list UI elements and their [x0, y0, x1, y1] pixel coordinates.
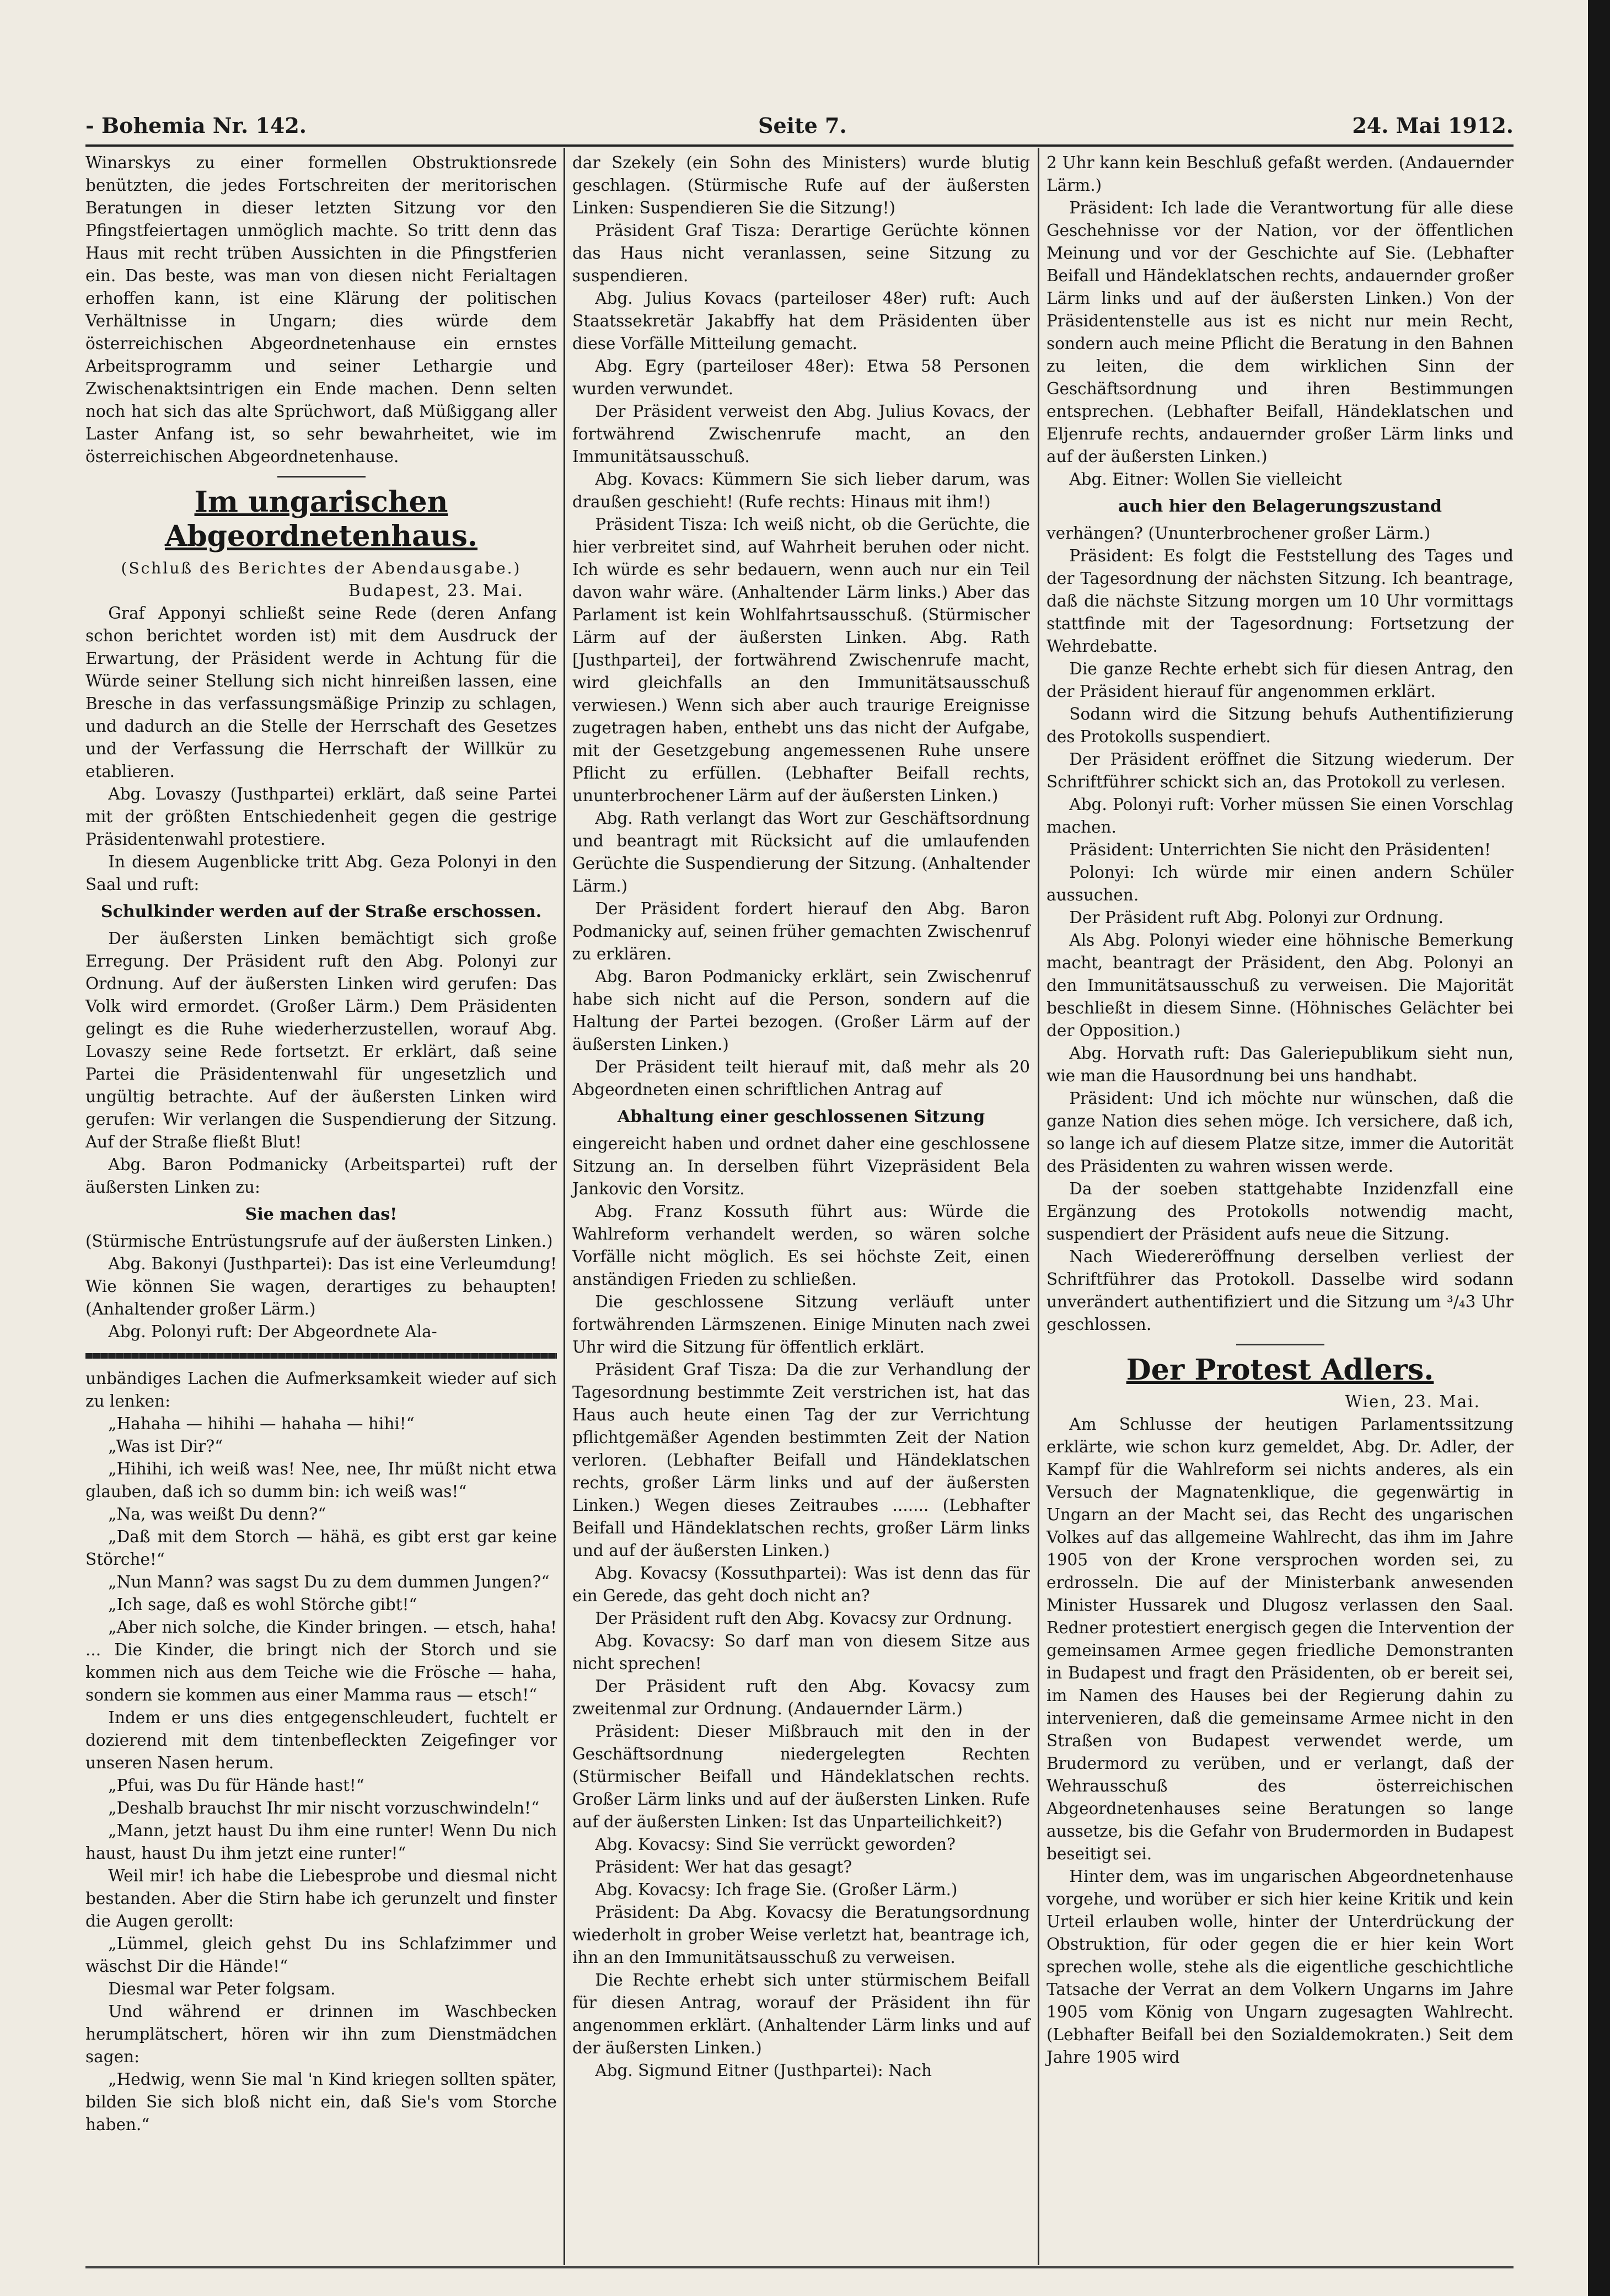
feuilleton-paragraph: „Na, was weißt Du denn?“	[108, 1505, 326, 1523]
dateline: Wien, 23. Mai.	[1345, 1392, 1480, 1411]
page-number: Seite 7.	[758, 113, 847, 138]
section-rule	[277, 476, 366, 478]
paragraph: Der Präsident ruft Abg. Polonyi zur Ordnung.	[1069, 908, 1444, 927]
header-rule	[85, 144, 1514, 147]
paragraph: Präsident: Unterrichten Sie nicht den Präsidenten!	[1069, 840, 1491, 859]
paragraph: Abg. Egry (parteiloser 48er): Etwa 58 Personen wurden verwundet.	[572, 357, 1030, 398]
feuilleton-paragraph: „Aber nich solche, die Kinder bringen. — etsch, haha! ... Die Kinder, die bringt nich der Storch und sie kommen nich aus dem Teiche wie die Frösche — haha, sondern sie kommen aus einer Mamma raus — etsch!“	[85, 1618, 557, 1704]
feuilleton-paragraph: „Daß mit dem Storch — hähä, es gibt erst gar keine Störche!“	[85, 1527, 557, 1569]
paragraph: Die ganze Rechte erhebt sich für diesen Antrag, den der Präsident hierauf für angenommen erklärt.	[1046, 659, 1514, 701]
feuilleton-paragraph: „Mann, jetzt haust Du ihm eine runter! Wenn Du nich haust, haust Du ihm jetzt eine runter!“	[85, 1821, 557, 1863]
paragraph: Abg. Kovacsy: Ich frage Sie. (Großer Lärm.)	[595, 1880, 958, 1899]
subheading: Abhaltung einer geschlossenen Sitzung	[617, 1107, 985, 1126]
paragraph: Als Abg. Polonyi wieder eine höhnische Bemerkung macht, beantragt der Präsident, den Abg. Polonyi an den Immunitätsausschuß zu verweisen. Die Majorität beschließt in diesem Sinne. (Höhnisches Gelächter bei der Opposition.)	[1046, 931, 1514, 1040]
paragraph: Graf Apponyi schließt seine Rede (deren Anfang schon berichtet worden ist) mit dem Ausdruck der Erwartung, der Präsident werde in Achtung für die Würde seiner Stellung sich nicht hinreißen lassen, eine Bresche in das verfassungsmäßige Prinzip zu schlagen, und dadurch an die Stelle der Herrschaft des Gesetzes und der Verfassung die Herrschaft der Willkür zu etablieren.	[85, 604, 557, 781]
article-heading: Der Protest Adlers.	[1126, 1353, 1434, 1387]
paragraph: Nach Wiedereröffnung derselben verliest der Schriftführer das Protokoll. Dasselbe wird sodann unverändert authentifiziert und die Sitzung um ³/₄3 Uhr geschlossen.	[1046, 1247, 1514, 1334]
feuilleton-paragraph: „Was ist Dir?“	[108, 1437, 223, 1456]
issue-date: 24. Mai 1912.	[1352, 113, 1514, 138]
paragraph: Präsident Graf Tisza: Derartige Gerüchte können das Haus nicht veranlassen, seine Sitzung zu suspendieren.	[572, 221, 1030, 285]
paragraph: Abg. Bakonyi (Justhpartei): Das ist eine Verleumdung! Wie können Sie wagen, derartiges zu behaupten! (Anhaltender großer Lärm.)	[85, 1254, 557, 1318]
paragraph: Abg. Polonyi ruft: Der Abgeordnete Ala-	[108, 1322, 437, 1341]
column-2	[572, 152, 1030, 2082]
paragraph: Präsident: Ich lade die Verantwortung für alle diese Geschehnisse vor der Nation, vor der öffentlichen Meinung und vor der Geschichte auf Sie. (Lebhafter Beifall und Händeklatschen rechts, andauernder großer Lärm links und auf der äußersten Linken.) Von der Präsidentenstelle aus ist es nicht nur mein Recht, sondern auch meine Pflicht die Beratung in den Bahnen zu leiten, die dem wirklichen Sinn der Geschäftsordnung und ihren Bestimmungen entsprechen. (Lebhafter Beifall, Händeklatschen und Eljenrufe rechts, andauernder großer Lärm links und auf der äußersten Linken.)	[1046, 199, 1514, 466]
subheading: Sie machen das!	[245, 1205, 398, 1224]
paragraph: Polonyi: Ich würde mir einen andern Schüler aussuchen.	[1046, 863, 1514, 904]
page-header	[85, 113, 1514, 141]
paragraph: Abg. Lovaszy (Justhpartei) erklärt, daß seine Partei mit der größten Entschiedenheit gegen die gestrige Präsidentenwahl protestiere.	[85, 785, 557, 849]
column-1	[85, 152, 557, 2136]
feuilleton-paragraph: unbändiges Lachen die Aufmerksamkeit wieder auf sich zu lenken:	[85, 1369, 557, 1410]
paragraph: (Stürmische Entrüstungsrufe auf der äußersten Linken.)	[85, 1232, 553, 1251]
paragraph: Sodann wird die Sitzung behufs Authentifizierung des Protokolls suspendiert.	[1046, 705, 1514, 746]
article-heading: Im ungarischen Abgeordnetenhaus.	[164, 485, 478, 553]
feuilleton-paragraph: „Deshalb brauchst Ihr mir nischt vorzuschwindeln!“	[108, 1799, 540, 1817]
column-divider	[1038, 148, 1039, 2265]
paragraph: Präsident: Da Abg. Kovacsy die Beratungsordnung wiederholt in grober Weise verletzt hat, beantrage ich, ihn an den Immunitätsausschuß zu verweisen.	[572, 1903, 1030, 1967]
paragraph: Abg. Baron Podmanicky (Arbeitspartei) ruft der äußersten Linken zu:	[85, 1155, 557, 1197]
paragraph: dar Szekely (ein Sohn des Ministers) wurde blutig geschlagen. (Stürmische Rufe auf der äußersten Linken: Suspendieren Sie die Sitzung!)	[572, 153, 1030, 217]
paragraph: Der Präsident ruft den Abg. Kovacsy zum zweitenmal zur Ordnung. (Andauernder Lärm.)	[572, 1677, 1030, 1718]
paragraph: Am Schlusse der heutigen Parlamentssitzung erklärte, wie schon kurz gemeldet, Abg. Dr. Adler, der Kampf für die Wahlreform sei nichts anderes, als ein Versuch der Magnatenklique, die gegenwärtig in Ungarn an der Macht sei, das Recht des ungarischen Volkes auf das allgemeine Wahlrecht, das ihm im Jahre 1905 von der Krone versprochen worden sei, zu erdrosseln. Die auf der Ministerbank anwesenden Minister Hussarek und Dlugosz verlassen den Saal. Redner protestiert energisch gegen die Intervention der gemeinsamen Armee gegen friedliche Demonstranten in Budapest und fragt den Präsidenten, ob er bereit sei, im Namen des Hauses bei der Regierung dahin zu intervenieren, daß die gemeinsame Armee nicht in den Straßen von Budapest verwendet werde, um Brudermord zu verüben, und er verlangt, daß der Wehrausschuß des österreichischen Abgeordnetenhauses seine Beratungen so lange aussetze, bis die Gefahr von Brudermorden in Budapest beseitigt sei.	[1046, 1415, 1514, 1863]
paragraph: Abg. Horvath ruft: Das Galeriepublikum sieht nun, wie man die Hausordnung bei uns handhabt.	[1046, 1044, 1514, 1085]
feuilleton-paragraph: „Pfui, was Du für Hände hast!“	[108, 1776, 364, 1795]
paragraph: Präsident: Dieser Mißbrauch mit den in der Geschäftsordnung niedergelegten Rechten (Stürmischer Beifall und Händeklatschen rechts. Großer Lärm links und auf der äußersten Linken. Rufe auf der äußersten Linken: Ist das Unparteilichkeit?)	[572, 1722, 1030, 1831]
paragraph: Präsident Tisza: Ich weiß nicht, ob die Gerüchte, die hier verbreitet sind, auf Wahrheit beruhen oder nicht. Ich würde es sehr bedauern, wenn auch nur ein Teil davon wahr wäre. (Anhaltender Lärm links.) Aber das Parlament ist kein Wohlfahrtsausschuß. (Stürmischer Lärm auf der äußersten Linken. Abg. Rath [Justhpartei], der fortwährend Zwischenrufe macht, wird gleichfalls an den Immunitätsausschuß verwiesen.) Wenn sich aber auch traurige Ereignisse zugetragen haben, enthebt uns das nicht der Aufgabe, mit der Gesetzgebung angemessenen Ruhe unsere Pflicht zu erfüllen. (Lebhafter Beifall rechts, ununterbrochener Lärm auf der äußersten Linken.)	[572, 515, 1030, 805]
paragraph: In diesem Augenblicke tritt Abg. Geza Polonyi in den Saal und ruft:	[85, 852, 557, 894]
issue-number: - Bohemia Nr. 142.	[85, 113, 307, 138]
paragraph: verhängen? (Ununterbrochener großer Lärm.)	[1046, 524, 1431, 543]
feuilleton-paragraph: „Hedwig, wenn Sie mal 'n Kind kriegen sollten später, bilden Sie sich bloß nicht ein, daß Sie's vom Storche haben.“	[85, 2070, 557, 2134]
subheading: auch hier den Belagerungszustand	[1118, 497, 1442, 516]
paragraph: Abg. Polonyi ruft: Vorher müssen Sie einen Vorschlag machen.	[1046, 795, 1514, 836]
paragraph: Präsident: Es folgt die Feststellung des Tages und der Tagesordnung der nächsten Sitzung. Ich beantrage, daß die nächste Sitzung morgen um 10 Uhr vormittags stattfinde mit der Tagesordnung: Fortsetzung der Wehrdebatte.	[1046, 546, 1514, 656]
paragraph: Abg. Eitner: Wollen Sie vielleicht	[1069, 470, 1342, 489]
subheading: Schulkinder werden auf der Straße erschossen.	[100, 902, 542, 921]
paragraph: eingereicht haben und ordnet daher eine geschlossene Sitzung an. In derselben führt Vizepräsident Bela Jankovic den Vorsitz.	[572, 1134, 1030, 1198]
paragraph: Abg. Baron Podmanicky erklärt, sein Zwischenruf habe sich nicht auf die Person, sondern auf die Haltung der Partei bezogen. (Großer Lärm auf der äußersten Linken.)	[572, 967, 1030, 1054]
feuilleton-paragraph: „Nun Mann? was sagst Du zu dem dummen Jungen?“	[108, 1573, 550, 1591]
paragraph: Der Präsident eröffnet die Sitzung wiederum. Der Schriftführer schickt sich an, das Protokoll zu verlesen.	[1046, 750, 1514, 791]
paragraph: Die Rechte erhebt sich unter stürmischem Beifall für diesen Antrag, worauf der Präsident ihn für angenommen erklärt. (Anhaltender Lärm links und auf der äußersten Linken.)	[572, 1971, 1030, 2057]
paragraph: Der Präsident ruft den Abg. Kovacsy zur Ordnung.	[595, 1609, 1012, 1628]
paragraph: Der äußersten Linken bemächtigt sich große Erregung. Der Präsident ruft den Abg. Polonyi zur Ordnung. Auf der äußersten Linken wird gerufen: Das Volk wird ermordet. (Großer Lärm.) Dem Präsidenten gelingt es die Ruhe wiederherzustellen, worauf Abg. Lovaszy seine Rede fortsetzt. Er erklärt, daß seine Partei die Präsidentenwahl für ungesetzlich und ungültig betrachte. Auf der äußersten Linken wird gerufen: Wir verlangen die Suspendierung der Sitzung. Auf der Straße fließt Blut!	[85, 929, 557, 1151]
feuilleton-divider	[85, 1353, 557, 1359]
paragraph: Abg. Sigmund Eitner (Justhpartei): Nach	[595, 2061, 932, 2080]
paragraph: Präsident: Wer hat das gesagt?	[595, 1858, 852, 1876]
section-rule	[1236, 1344, 1324, 1345]
paragraph: Abg. Julius Kovacs (parteiloser 48er) ruft: Auch Staatssekretär Jakabffy hat dem Präsidenten über diese Vorfälle Mitteilung gemacht.	[572, 289, 1030, 353]
paragraph: Der Präsident teilt hierauf mit, daß mehr als 20 Abgeordneten einen schriftlichen Antrag auf	[572, 1058, 1030, 1099]
dateline: Budapest, 23. Mai.	[348, 581, 524, 600]
footer-rule	[85, 2266, 1514, 2268]
paragraph: Die geschlossene Sitzung verläuft unter fortwährenden Lärmszenen. Einige Minuten nach zwei Uhr wird die Sitzung für öffentlich erklärt.	[572, 1292, 1030, 1356]
paragraph: Abg. Franz Kossuth führt aus: Würde die Wahlreform verhandelt werden, so wären solche Vorfälle nicht möglich. Es sei höchste Zeit, einen anständigen Frieden zu schließen.	[572, 1202, 1030, 1289]
feuilleton-paragraph: Indem er uns dies entgegenschleudert, fuchtelt er dozierend mit dem tintenbefleckten Zeigefinger vor unseren Nasen herum.	[85, 1708, 557, 1772]
paragraph: Präsident: Und ich möchte nur wünschen, daß die ganze Nation dies sehen möge. Ich versichere, daß ich, so lange ich auf diesem Platze sitze, immer die Autorität des Präsidenten zu wahren wissen werde.	[1046, 1089, 1514, 1176]
feuilleton-paragraph: Diesmal war Peter folgsam.	[108, 1980, 336, 1998]
feuilleton-paragraph: „Lümmel, gleich gehst Du ins Schlafzimmer und wäschst Dir die Hände!“	[85, 1934, 557, 1976]
column-divider	[564, 148, 565, 2265]
scan-edge	[1588, 0, 1610, 2296]
paragraph: Hinter dem, was im ungarischen Abgeordnetenhause vorgehe, und worüber er sich hier keine Kritik und kein Urteil erlauben wolle, hinter der Unterdrückung der Obstruktion, für oder gegen die er hier kein Wort sprechen wolle, stehe als die eigentliche geschichtliche Tatsache der Verrat an dem Volkern Ungarns im Jahre 1905 vom König von Ungarn zugesagten Wahlrecht. (Lebhafter Beifall bei den Sozialdemokraten.) Seit dem Jahre 1905 wird	[1046, 1867, 1514, 2067]
paragraph: Der Präsident verweist den Abg. Julius Kovacs, der fortwährend Zwischenrufe macht, an den Immunitätsausschuß.	[572, 402, 1030, 466]
paragraph: 2 Uhr kann kein Beschluß gefaßt werden. (Andauernder Lärm.)	[1046, 153, 1514, 195]
article-source: (Schluß des Berichtes der Abendausgabe.)	[121, 559, 522, 577]
feuilleton-paragraph: Und während er drinnen im Waschbecken herumplätschert, hören wir ihn zum Dienstmädchen sagen:	[85, 2002, 557, 2066]
feuilleton-paragraph: Weil mir! ich habe die Liebesprobe und diesmal nicht bestanden. Aber die Stirn habe ich gerunzelt und finster die Augen gerollt:	[85, 1866, 557, 1930]
feuilleton-paragraph: „Ich sage, daß es wohl Störche gibt!“	[108, 1595, 417, 1614]
paragraph: Abg. Kovacsy (Kossuthpartei): Was ist denn das für ein Gerede, das geht doch nicht an?	[572, 1564, 1030, 1605]
paragraph: Da der soeben stattgehabte Inzidenzfall eine Ergänzung des Protokolls notwendig macht, suspendiert der Präsident aufs neue die Sitzung.	[1046, 1179, 1514, 1243]
paragraph: Winarskys zu einer formellen Obstruktionsrede benützten, die jedes Fortschreiten der meritorischen Beratungen in dieser letzten Sitzung vor den Pfingstfeiertagen unmöglich machte. So tritt denn das Haus mit recht trüben Aussichten in die Pfingstferien ein. Das beste, was man von diesen nicht Ferialtagen erhoffen kann, ist eine Klärung der politischen Verhältnisse in Ungarn; dies würde dem österreichischen Abgeordnetenhause ein ernstes Arbeitsprogramm und seiner Lethargie und Zwischenaktsintrigen ein Ende machen. Denn selten noch hat sich das alte Sprüchwort, daß Müßiggang aller Laster Anfang ist, so sehr bewahrheitet, wie im österreichischen Abgeordnetenhause.	[85, 153, 557, 466]
paragraph: Präsident Graf Tisza: Da die zur Verhandlung der Tagesordnung bestimmte Zeit verstrichen ist, hat das Haus auch heute einen Tag der zur Verrichtung pflichtgemäßer Agenden bestimmten Zeit der Nation verloren. (Lebhafter Beifall und Händeklatschen rechts, großer Lärm links und auf der äußersten Linken.) Wegen dieses Zeitraubes ....... (Lebhafter Beifall und Händeklatschen rechts, großer Lärm links und auf der äußersten Linken.)	[572, 1360, 1030, 1560]
paragraph: Abg. Kovacsy: Sind Sie verrückt geworden?	[595, 1835, 956, 1854]
paragraph: Abg. Kovacs: Kümmern Sie sich lieber darum, was draußen geschieht! (Rufe rechts: Hinaus mit ihm!)	[572, 470, 1030, 511]
paragraph: Abg. Kovacsy: So darf man von diesem Sitze aus nicht sprechen!	[572, 1632, 1030, 1673]
paragraph: Abg. Rath verlangt das Wort zur Geschäftsordnung und beantragt mit Rücksicht auf die umlaufenden Gerüchte die Suspendierung der Sitzung. (Anhaltender Lärm.)	[572, 809, 1030, 895]
feuilleton-paragraph: „Hahaha — hihihi — hahaha — hihi!“	[108, 1414, 415, 1433]
column-3	[1046, 152, 1514, 2069]
feuilleton-paragraph: „Hihihi, ich weiß was! Nee, nee, Ihr müßt nicht etwa glauben, daß ich so dumm bin: ich weiß was!“	[85, 1460, 557, 1501]
paragraph: Der Präsident fordert hierauf den Abg. Baron Podmanicky auf, seinen früher gemachten Zwischenruf zu erklären.	[572, 899, 1030, 963]
